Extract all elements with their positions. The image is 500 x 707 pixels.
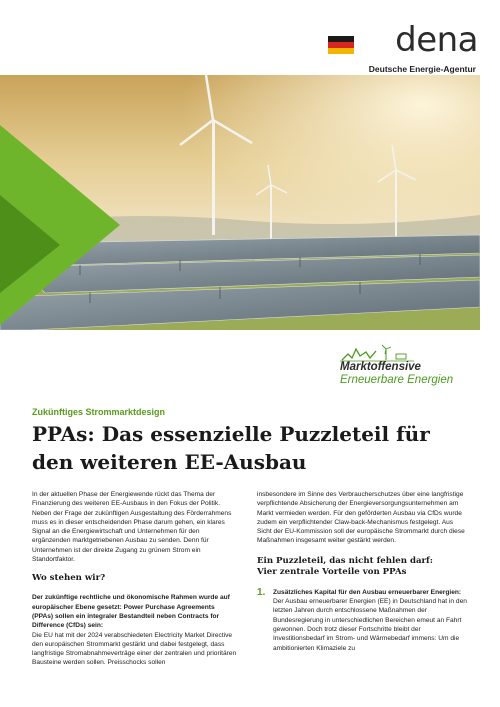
logo-wordmark: dena — [395, 20, 478, 60]
section-heading-advantages — [257, 556, 467, 578]
campaign-logo — [338, 343, 478, 389]
continued-paragraph: insbesondere im Sinne des Verbraucherschutzes über eine langfristige verpflichtende Absicherung der Energieversorgungsunternehmen am Markt vermieden werden. Für den geförderten Ausbau via CfDs wurde zudem ein verpflichtender Claw-back-Mechanismus festgelegt. Aus Sicht der EU-Kommission soll der europäische Strommarkt durch diese Maßnahmen insgesamt weiter gestärkt werden. — [257, 491, 465, 545]
right-column — [257, 490, 467, 653]
heading-line-2: Vier zentrale Vorteile von PPAs — [257, 566, 407, 577]
heading-line-1: Ein Puzzleteil, das nicht fehlen darf: — [257, 555, 433, 566]
list-item — [257, 588, 467, 653]
section-heading-where: Wo stehen wir? — [32, 573, 106, 584]
intro-paragraph: In der aktuellen Phase der Energiewende rückt das Thema der Finanzierung des weiteren EE-Ausbaus in den Fokus der Politik. Neben der Frage der zukünftigen Ausgestaltung des Förderrahmens muss es in dieser entscheidenden Phase darum gehen, ein klares Signal an die Energiewirtschaft und Unternehmen für den ergänzenden marktgetriebenen Ausbau zu senden. Denn für Unternehmen ist der direkte Zugang zu grünem Strom ein Standortfaktor. — [32, 491, 232, 564]
dena-logo — [328, 20, 478, 74]
flag-bars — [328, 36, 354, 54]
campaign-title: Marktoffensive — [340, 361, 421, 373]
item-number: 1. — [257, 586, 266, 598]
wind-solar-illustration — [0, 75, 480, 330]
section-kicker: Zukünftiges Strommarktdesign — [32, 407, 166, 417]
body-paragraph: Die EU hat mit der 2024 verabschiedeten Electricity Market Directive den europäischen Strommarkt gestärkt und dabei festgelegt, dass langfristige Stromabnahmeverträge einer der zentralen und prioritären Bausteine werden sollen. Preisschocks sollen — [32, 631, 237, 667]
item-title: Zusätzliches Kapital für den Ausbau erneuerbarer Energien: — [273, 588, 462, 596]
campaign-pictogram — [338, 343, 478, 363]
campaign-subtitle: Erneuerbare Energien — [340, 374, 454, 386]
logo-subtitle: Deutsche Energie-Agentur — [368, 64, 476, 74]
left-column — [32, 490, 237, 668]
item-body: Der Ausbau erneuerbarer Energien (EE) in Deutschland hat in den letzten Jahren durch entschlossene Maßnahmen der Bundesregierung in unterschiedlichen Bereichen emeut an Fahrt gewonnen. Doch trotz dieser Fortschritte bleibt der Investitionsbedarf im Strom- und Wärmebedarf immens: Um die ambitionierten Klimaziele zu — [273, 598, 467, 652]
lead-paragraph: Der zukünftige rechtliche und ökonomische Rahmen wurde auf europäischer Ebene gesetzt: Power Purchase Agreements (PPAs) sollen ein integraler Bestandteil neben Contracts for Difference (CfDs) sein: — [32, 594, 230, 630]
hero-image — [0, 75, 480, 330]
page-title: PPAs: Das essenzielle Puzzleteil für den weiteren EE-Ausbau — [32, 422, 430, 474]
